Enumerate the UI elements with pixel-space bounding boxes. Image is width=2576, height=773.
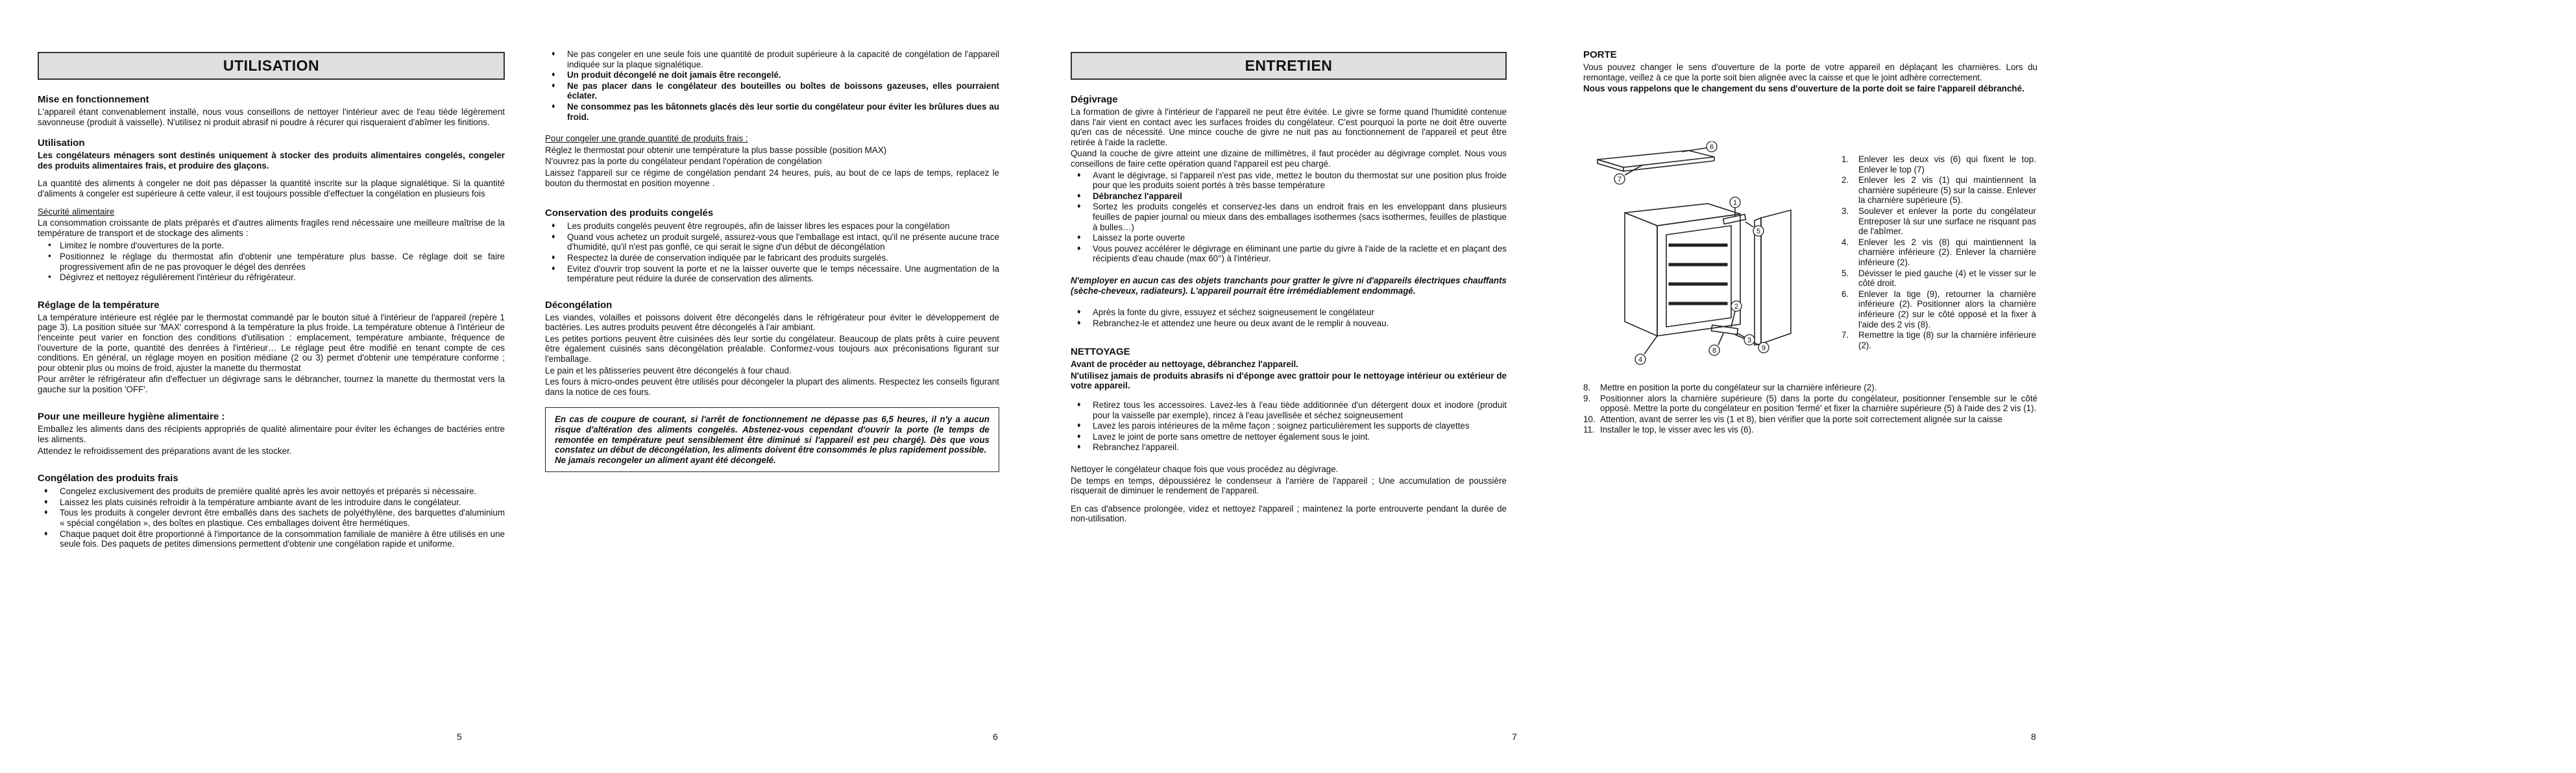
paragraph: De temps en temps, dépoussiérez le condenseur à l'arrière de l'appareil ; Une accumulation de poussière risquerait de diminuer le rendement de l'appareil. bbox=[1071, 475, 1507, 496]
list-item: ♦ Ne consommez pas les bâtonnets glacés dès leur sortie du congélateur pour éviter les brûlures dues au froid. bbox=[567, 102, 999, 122]
cabinet-front bbox=[1657, 214, 1740, 336]
callout-3-label: 3 bbox=[1747, 337, 1752, 344]
list-item: 6. Enlever la tige (9), retourner la charnière inférieure (2). Positionner alors la charnière inférieure (2) sur le côté opposé et la fixer à l'aide des 2 vis (8). bbox=[1841, 289, 2036, 329]
list-item: 9. Positionner alors la charnière supérieure (5) dans la porte du congélateur, positionner l'ensemble sur le côté opposé. Mettre la porte du congélateur en position 'fermé' et fixer la charnière supérieure (5) à l'aide des 2 vis (1). bbox=[1583, 393, 2037, 414]
shelf-shape bbox=[1669, 302, 1727, 305]
list-item: • Limitez le nombre d'ouvertures de la porte. bbox=[60, 241, 505, 251]
after-defrost-list bbox=[1071, 307, 1507, 328]
list-item: ♦ Chaque paquet doit être proportionné à l'importance de la consommation familiale de manière à être utilisés en une seule fois. Des paquets de petites dimensions permettent d'obtenir une congélation rapide et uniforme. bbox=[60, 529, 505, 549]
freezing-rules-list bbox=[545, 49, 999, 122]
section-title: Conservation des produits congelés bbox=[545, 208, 714, 219]
power-cut-warning-box bbox=[545, 407, 999, 472]
door-steps-list bbox=[1841, 154, 2036, 351]
paragraph-bold: N'utilisez jamais de produits abrasifs ni d'éponge avec grattoir pour le nettoyage intérieur ou extérieur de votre appareil. bbox=[1071, 370, 1507, 391]
paragraph: Réglez le thermostat pour obtenir une température la plus basse possible (position MAX) bbox=[545, 145, 887, 155]
list-item: 5. Dévisser le pied gauche (4) et le visser sur le côté droit. bbox=[1841, 268, 2036, 289]
callout-6-label: 6 bbox=[1709, 143, 1714, 151]
subsection-title: Pour congeler une grande quantité de produits frais : bbox=[545, 134, 748, 144]
list-item: 1. Enlever les deux vis (6) qui fixent le top. Enlever le top (7) bbox=[1841, 154, 2036, 174]
list-item: ♦ Ne pas placer dans le congélateur des bouteilles ou boîtes de boissons gazeuses, elles pourraient éclater. bbox=[567, 81, 999, 101]
callout-8-label: 8 bbox=[1712, 347, 1717, 355]
list-item: ♦ Vous pouvez accélérer le dégivrage en éliminant une partie du givre à l'aide de la raclette et en plaçant des récipients d'eau chaude (max 60°) à l'intérieur. bbox=[1093, 244, 1507, 264]
paragraph: Les petites portions peuvent être cuisinées dès leur sortie du congélateur. Beaucoup de plats prêts à cuire peuvent être également cuisinés sans décongélation préalable. Conformez-vous toujours aux préconisations figurant sur l'emballage. bbox=[545, 333, 999, 364]
list-item: ♦ Débranchez l'appareil bbox=[1093, 191, 1507, 202]
paragraph: Vous pouvez changer le sens d'ouverture de la porte de votre appareil en déplaçant les charnières. Lors du remontage, veillez à ce que la porte soit bien alignée avec la caisse et que le joint adhère correctement. bbox=[1583, 62, 2037, 82]
list-item: 3. Soulever et enlever la porte du congélateur Entreposer là sur une surface ne risquant pas de l'abîmer. bbox=[1841, 206, 2036, 237]
list-item: ♦ Sortez les produits congelés et conservez-les dans un endroit frais en les enveloppant dans plusieurs feuilles de papier journal ou mieux dans des emballages isothermes (sacs isothermes, feuilles de plastique à bulles…) bbox=[1093, 202, 1507, 232]
list-item: 10. Attention, avant de serrer les vis (1 et 8), bien vérifier que la porte soit correctement alignée sur la caisse bbox=[1583, 414, 2002, 424]
callout-9-label: 9 bbox=[1761, 344, 1766, 352]
fresh-products-list bbox=[38, 486, 505, 549]
door-shape bbox=[1761, 210, 1791, 344]
list-item: ♦ Lavez les parois intérieures de la même façon ; soignez particulièrement les supports de clayettes bbox=[1093, 421, 1507, 431]
list-item: ♦ Avant le dégivrage, si l'appareil n'est pas vide, mettez le bouton du thermostat sur une position plus froide pour que les produits soient portés à très basse température bbox=[1093, 171, 1507, 191]
list-item: • Positionnez le réglage du thermostat afin d'obtenir une température plus basse. Ce réglage doit se faire progressivement afin de ne pas provoquer le dégel des denrées bbox=[60, 252, 505, 272]
page-number: 5 bbox=[457, 731, 462, 742]
subsection-title: Sécurité alimentaire bbox=[38, 206, 115, 217]
list-item: ♦ Lavez le joint de porte sans omettre de nettoyer également sous le joint. bbox=[1093, 432, 1507, 442]
paragraph: Nettoyer le congélateur chaque fois que vous procédez au dégivrage. bbox=[1071, 464, 1339, 475]
section-title: Pour une meilleure hygiène alimentaire : bbox=[38, 411, 225, 423]
door-steps-list-continued bbox=[1583, 383, 2037, 436]
list-item: 7. Remettre la tige (8) sur la charnière inférieure (2). bbox=[1841, 330, 2036, 350]
paragraph: L'appareil étant convenablement installé, nous vous conseillons de nettoyer l'intérieur avec de l'eau tiède légèrement savonneuse (produit à vaisselle). N'utilisez ni produit abrasif ni poudre à récurer qui risqueraient d'abîmer les finitions. bbox=[38, 107, 505, 127]
cleaning-list bbox=[1071, 400, 1507, 453]
page-5-content bbox=[38, 52, 505, 557]
top-panel-edge bbox=[1598, 160, 1623, 171]
page-8-content bbox=[1583, 49, 2037, 102]
conservation-list bbox=[545, 221, 999, 284]
paragraph-bold: Avant de procéder au nettoyage, débranchez l'appareil. bbox=[1071, 359, 1298, 370]
callout-7-label: 7 bbox=[1617, 176, 1622, 184]
paragraph: Attendez le refroidissement des préparations avant de les stocker. bbox=[38, 446, 292, 456]
list-item: 4. Enlever les 2 vis (8) qui maintiennent la charnière inférieure (2). Enlever la charnière inférieure (2). bbox=[1841, 237, 2036, 267]
page-6-content bbox=[545, 49, 999, 472]
section-title: Dégivrage bbox=[1071, 94, 1118, 105]
paragraph-bold: Les congélateurs ménagers sont destinés uniquement à stocker des produits alimentaires congelés, congeler des produits alimentaires frais, et produire des glaçons. bbox=[38, 150, 505, 171]
list-item: ♦ Rebranchez l'appareil. bbox=[1093, 442, 1507, 453]
list-item: ♦ Rebranchez-le et attendez une heure ou deux avant de le remplir à nouveau. bbox=[1093, 318, 1507, 329]
warning-text: Ne jamais recongeler un aliment ayant été décongelé. bbox=[555, 455, 776, 465]
paragraph: Laissez l'appareil sur ce régime de congélation pendant 24 heures, puis, au bout de ce laps de temps, replacez le bouton du thermostat en position moyenne . bbox=[545, 167, 999, 188]
list-item: • Dégivrez et nettoyez régulièrement l'intérieur du réfrigérateur. bbox=[60, 272, 505, 283]
list-item: ♦ Laissez la porte ouverte bbox=[1093, 233, 1507, 243]
callout-4-label: 4 bbox=[1638, 356, 1643, 364]
callout-2-label: 2 bbox=[1734, 303, 1739, 311]
section-title: Décongélation bbox=[545, 299, 613, 311]
section-title: Utilisation bbox=[38, 137, 85, 149]
list-item: ♦ Laissez les plats cuisinés refroidir à la température ambiante avant de les introduire dans le congélateur. bbox=[60, 497, 505, 508]
paragraph-bold: Nous vous rappelons que le changement du sens d'ouverture de la porte doit se faire l'appareil débranché. bbox=[1583, 84, 2024, 94]
list-item: ♦ Un produit décongelé ne doit jamais être recongelé. bbox=[567, 70, 999, 80]
paragraph: La consommation croissante de plats préparés et d'autres aliments fragiles rend nécessaire une meilleure maîtrise de la température de transport et de stockage des aliments : bbox=[38, 218, 505, 238]
section-title: PORTE bbox=[1583, 49, 1617, 60]
list-item: ♦ Quand vous achetez un produit surgelé, assurez-vous que l'emballage est intact, qu'il ne présente aucune trace d'humidité, qu'il n'est pas gonflé, ce qui serait le signe d'un début de décongélation bbox=[567, 232, 999, 252]
paragraph: La formation de givre à l'intérieur de l'appareil ne peut être évitée. Le givre se forme quand l'humidité contenue dans l'air vient en contact avec les surfaces froides du congélateur. C'est pourquoi la porte ne doit être ouverte qu'en cas de nécessité. Une mince couche de givre ne nuit pas au fonctionnement de l'appareil et peut être retirée à l'aide la raclette. bbox=[1071, 107, 1507, 147]
paragraph: Les fours à micro-ondes peuvent être utilisés pour décongeler la plupart des aliments. Respectez les conseils figurant dans la notice de ces fours. bbox=[545, 377, 999, 397]
paragraph: En cas d'absence prolongée, videz et nettoyez l'appareil ; maintenez la porte entrouverte pendant la durée de non-utilisation. bbox=[1071, 503, 1507, 524]
page-7-content bbox=[1071, 52, 1507, 532]
list-item: ♦ Respectez la durée de conservation indiquée par le fabricant des produits surgelés. bbox=[567, 253, 999, 263]
list-item: ♦ Retirez tous les accessoires. Lavez-les à l'eau tiède additionnée d'un détergent doux et inodore (produit pour la vaisselle par exemple), rincez à l'eau javellisée et séchez soigneusement bbox=[1093, 400, 1507, 420]
list-item: ♦ Après la fonte du givre, essuyez et séchez soigneusement le congélateur bbox=[1093, 307, 1507, 318]
section-title: Mise en fonctionnement bbox=[38, 94, 149, 105]
shelf-shape bbox=[1669, 263, 1727, 266]
defrost-steps-list bbox=[1071, 171, 1507, 264]
paragraph: Quand la couche de givre atteint une dizaine de millimètres, il faut procéder au dégivrage complet. Nous vous conseillons de faire cette opération quand l'appareil est peu chargé. bbox=[1071, 149, 1507, 169]
shelf-shape bbox=[1669, 283, 1727, 285]
page-number: 8 bbox=[2031, 731, 2036, 742]
paragraph: Le pain et les pâtisseries peuvent être décongelés à four chaud. bbox=[545, 365, 792, 375]
list-item: ♦ Congelez exclusivement des produits de première qualité après les avoir nettoyés et préparés si nécessaire. bbox=[60, 486, 505, 497]
paragraph: Emballez les aliments dans des récipients appropriés de qualité alimentaire pour éviter les échanges de bactéries entre les aliments. bbox=[38, 424, 505, 445]
page-number: 7 bbox=[1512, 731, 1517, 742]
security-list bbox=[38, 241, 505, 282]
list-item: 11. Installer le top, le visser avec les vis (6). bbox=[1583, 425, 1754, 435]
list-item: ♦ Les produits congelés peuvent être regroupés, afin de laisser libres les espaces pour la congélation bbox=[567, 221, 999, 232]
entretien-header: ENTRETIEN bbox=[1071, 52, 1507, 80]
utilisation-header: UTILISATION bbox=[38, 52, 505, 80]
shelf-shape bbox=[1669, 244, 1727, 246]
warning-text: N'employer en aucun cas des objets tranchants pour gratter le givre ni d'appareils électriques chauffants (sèche-cheveux, radiateurs). L'appareil pourrait être irrémédiablement endommagé. bbox=[1071, 275, 1507, 296]
paragraph: La quantité des aliments à congeler ne doit pas dépasser la quantité inscrite sur la plaque signalétique. Si la quantité d'aliments à congeler est supérieure à cette valeur, il est toujours possible d'effectuer la congélation en plusieurs fois bbox=[38, 178, 505, 198]
paragraph: Pour arrêter le réfrigérateur afin d'effectuer un dégivrage sans le débrancher, tournez la manette du thermostat vers la gauche sur la position 'OFF'. bbox=[38, 374, 505, 394]
cabinet-opening bbox=[1666, 226, 1731, 327]
paragraph: N'ouvrez pas la porte du congélateur pendant l'opération de congélation bbox=[545, 156, 822, 167]
list-item: ♦ Evitez d'ouvrir trop souvent la porte et ne la laisser ouverte que le temps nécessaire. Une augmentation de la température peut réduire la durée de conservation des aliments. bbox=[567, 264, 999, 284]
section-title: Congélation des produits frais bbox=[38, 473, 178, 484]
lower-hinge-shape bbox=[1711, 325, 1738, 334]
warning-text: En cas de coupure de courant, si l'arrêt de fonctionnement ne dépasse pas 6,5 heures, il n'y a aucun risque d'altération des aliments congelés. Abstenez-vous cependant d'ouvrir la porte (le temps de remontée en température peut sensiblement être diminué si l'appareil est peu chargé). Dès que vous constatez un début de décongélation, les aliments doivent être consommés le plus rapidement possible. bbox=[555, 414, 990, 455]
section-title: Réglage de la température bbox=[38, 299, 160, 311]
page-number: 6 bbox=[993, 731, 998, 742]
section-title: NETTOYAGE bbox=[1071, 346, 1130, 358]
door-reversal-diagram bbox=[1585, 141, 1831, 375]
paragraph: Les viandes, volailles et poissons doivent être décongelés dans le réfrigérateur pour éviter le développement de bactéries. Les autres produits peuvent être décongelés à l'air ambiant. bbox=[545, 312, 999, 333]
list-item: 8. Mettre en position la porte du congélateur sur la charnière inférieure (2). bbox=[1583, 383, 1877, 392]
callout-5-label: 5 bbox=[1756, 228, 1761, 235]
cabinet-side bbox=[1625, 213, 1657, 336]
list-item: 2. Enlever les 2 vis (1) qui maintiennent la charnière supérieure (5) sur la caisse. Enlever la charnière supérieure (5). bbox=[1841, 175, 2036, 206]
list-item: ♦ Tous les produits à congeler devront être emballés dans des sachets de polyéthylène, des barquettes d'aluminium « spécial congélation », des boîtes en plastique. Ces emballages doivent être hermétiques. bbox=[60, 508, 505, 528]
list-item: ♦ Ne pas congeler en une seule fois une quantité de produit supérieure à la capacité de congélation de l'appareil indiquée sur la plaque signalétique. bbox=[567, 49, 999, 69]
callout-1-label: 1 bbox=[1732, 199, 1738, 207]
paragraph: La température intérieure est réglée par le thermostat commandé par le bouton situé à l'intérieur de l'appareil (repère 1 page 3). La position située sur 'MAX' correspond à la température la plus froide. La température obtenue à l'intérieur de l'enceinte peut varier en fonction des conditions d'utilisation : emplacement, température ambiante, fréquence de l'ouverture de la porte, quantité des denrées à l'intérieur… Le réglage peut être modifié en tenant compte de ces conditions. En général, un réglage moyen en position médiane (2 ou 3) permet d'obtenir une température conforme ; pour obtenir plus ou moins de froid, ajuster la manette du thermostat bbox=[38, 312, 505, 373]
